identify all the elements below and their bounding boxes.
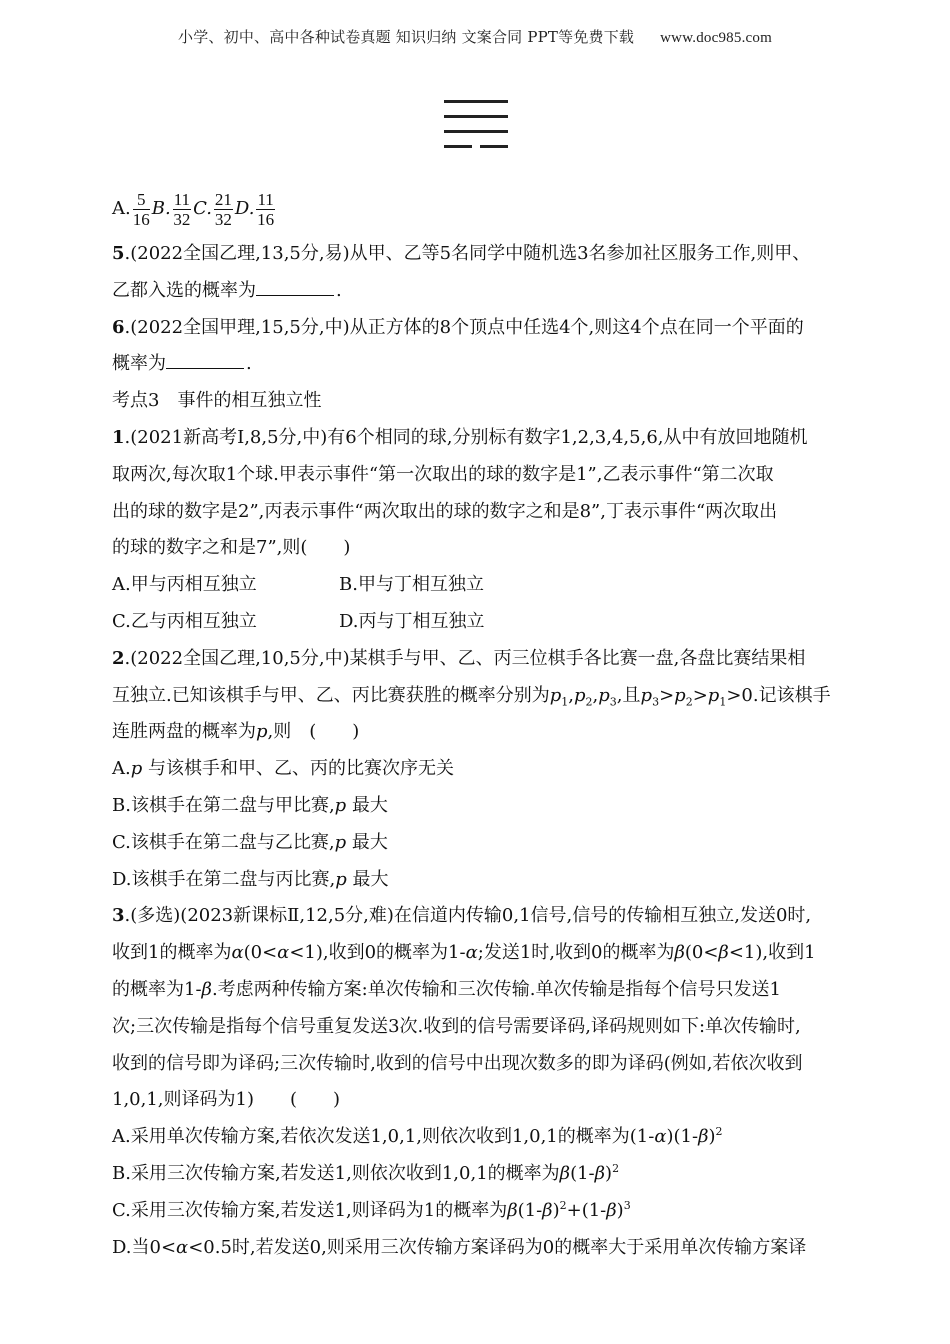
- header-text: 小学、初中、高中各种试卷真题 知识归纳 文案合同 PPT等免费下载: [178, 28, 635, 46]
- s2-option-d: D.该棋手在第二盘与丙比赛,p 最大: [112, 868, 389, 890]
- answer-blank[interactable]: [166, 350, 244, 369]
- s3-line2: 收到1的概率为α(0<α<1),收到0的概率为1-α;发送1时,收到0的概率为β(0<β<1),收到1: [112, 942, 816, 964]
- trigram-symbol: [444, 100, 508, 160]
- header-site-link[interactable]: www.doc985.com: [660, 30, 772, 46]
- option-label: D.: [234, 198, 255, 219]
- fraction: $\frac{11}{16}$: [257, 189, 275, 229]
- s2-line2: 互独立.已知该棋手与甲、乙、丙比赛获胜的概率分别为$p_1,p_2,p_3$,且$p_3>p_2>p_1>0$.记该棋手: [112, 684, 831, 709]
- s3-line4: 次;三次传输是指每个信号重复发送3次.收到的信号需要译码,译码规则如下:单次传输时,: [112, 1015, 801, 1037]
- s2-line3: 连胜两盘的概率为p,则 ( ): [112, 721, 360, 743]
- s3-option-a: A.采用单次传输方案,若依次发送1,0,1,则依次收到1,0,1的概率为$(1-\alpha)(1-\beta)^2$: [112, 1125, 723, 1148]
- fraction: $\frac{5}{16}$: [132, 189, 150, 229]
- s3-option-c: C.采用三次传输方案,若发送1,则译码为1的概率为$\beta(1-\beta)^2+(1-\beta)^3$: [112, 1198, 631, 1221]
- fraction: $\frac{11}{32}$: [173, 189, 191, 229]
- s3-option-b: B.采用三次传输方案,若发送1,则依次收到1,0,1的概率为$\beta(1-\beta)^2$: [112, 1161, 620, 1184]
- document-body: [112, 188, 842, 1266]
- s1-options-row1: [112, 567, 842, 604]
- q6-line2: 概率为 .: [112, 346, 842, 383]
- s3-line1: 3.(多选)(2023新课标Ⅱ,12,5分,难)在信道内传输0,1信号,信号的传输相互独立,发送0时,: [112, 905, 812, 927]
- option-label: A.: [112, 198, 131, 219]
- option-label: C.: [193, 198, 212, 219]
- q4-options: [112, 188, 842, 230]
- s1-line3: 出的球的数字是2”,丙表示事件“两次取出的球的数字之和是8”,丁表示事件“两次取出: [112, 500, 778, 522]
- s2-line1: 2.(2022全国乙理,10,5分,中)某棋手与甲、乙、丙三位棋手各比赛一盘,各盘比赛结果相: [112, 647, 806, 669]
- q5-line2: 乙都入选的概率为 .: [112, 273, 842, 310]
- option-d: D.丙与丁相互独立: [339, 610, 485, 632]
- trigram-line-solid: [444, 130, 508, 133]
- answer-blank[interactable]: [256, 277, 334, 296]
- q5-line1: 5.(2022全国乙理,13,5分,易)从甲、乙等5名同学中随机选3名参加社区服务工作,则甲、: [112, 243, 811, 264]
- question-number: 3: [112, 905, 125, 927]
- fraction: $\frac{21}{32}$: [214, 189, 232, 229]
- s1-line1: 1.(2021新高考Ⅰ,8,5分,中)有6个相同的球,分别标有数字1,2,3,4,5,6,从中有放回地随机: [112, 426, 808, 448]
- option-b: B.甲与丁相互独立: [339, 574, 484, 596]
- s2-option-b: B.该棋手在第二盘与甲比赛,p 最大: [112, 794, 388, 816]
- s1-options-row2: [112, 604, 842, 641]
- s2-option-c: C.该棋手在第二盘与乙比赛,p 最大: [112, 831, 388, 853]
- option-label: B.: [151, 198, 171, 219]
- question-number: 2: [112, 647, 125, 669]
- section-heading: 考点3 事件的相互独立性: [112, 390, 322, 412]
- question-number: 1: [112, 426, 125, 448]
- s1-line2: 取两次,每次取1个球.甲表示事件“第一次取出的球的数字是1”,乙表示事件“第二次取: [112, 463, 774, 485]
- option-c: C.乙与丙相互独立: [112, 610, 257, 632]
- s3-line3: 的概率为1-β.考虑两种传输方案:单次传输和三次传输.单次传输是指每个信号只发送1: [112, 978, 781, 1000]
- s3-line6: 1,0,1,则译码为1) ( ): [112, 1089, 341, 1111]
- s2-option-a: A.p 与该棋手和甲、乙、丙的比赛次序无关: [112, 758, 454, 780]
- trigram-line-solid: [444, 115, 508, 118]
- option-a: A.甲与丙相互独立: [112, 574, 257, 596]
- s3-line5: 收到的信号即为译码;三次传输时,收到的信号中出现次数多的即为译码(例如,若依次收到: [112, 1052, 803, 1074]
- s3-option-d: D.当0<α<0.5时,若发送0,则采用三次传输方案译码为0的概率大于采用单次传输方案译: [112, 1236, 807, 1258]
- question-number: 5: [112, 243, 125, 264]
- trigram-line-solid: [444, 100, 508, 103]
- question-number: 6: [112, 316, 125, 338]
- page-header: [0, 26, 950, 47]
- trigram-line-broken: [444, 145, 508, 148]
- s1-line4: 的球的数字之和是7”,则( ): [112, 537, 351, 559]
- q6-line1: 6.(2022全国甲理,15,5分,中)从正方体的8个顶点中任选4个,则这4个点在同一个平面的: [112, 316, 804, 338]
